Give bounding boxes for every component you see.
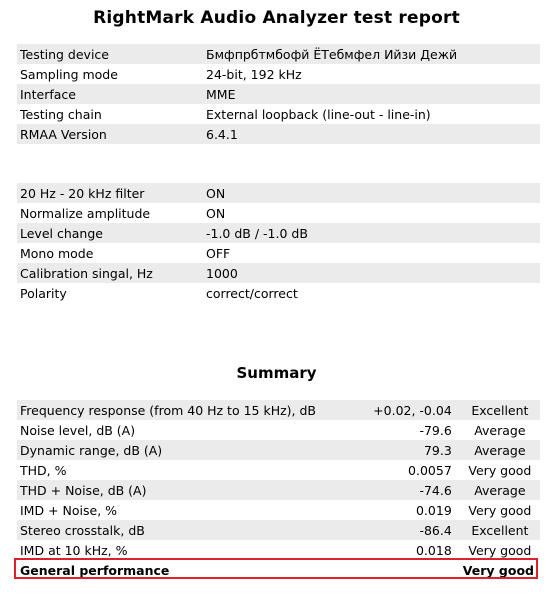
- row-value: OFF: [203, 243, 540, 263]
- row-value: Бмфпрбтмбофй ЁТебмфел Ийзи Дежй: [203, 44, 540, 64]
- summary-table: [17, 400, 540, 580]
- table-row: [17, 540, 540, 560]
- metric-label: THD + Noise, dB (A): [17, 480, 340, 500]
- row-label: 20 Hz - 20 kHz filter: [17, 183, 203, 203]
- table-row: [17, 460, 540, 480]
- table-row: [17, 243, 540, 263]
- metric-label: Dynamic range, dB (A): [17, 440, 340, 460]
- row-label: Testing chain: [17, 104, 203, 124]
- table-row: [17, 420, 540, 440]
- settings-table: [17, 183, 540, 303]
- row-value: 1000: [203, 263, 540, 283]
- row-label: Testing device: [17, 44, 203, 64]
- table-row: [17, 84, 540, 104]
- metric-value: 0.019: [340, 500, 460, 520]
- metric-rating: Excellent: [460, 520, 540, 540]
- row-value: External loopback (line-out - line-in): [203, 104, 540, 124]
- table-row: [17, 400, 540, 420]
- row-label: Interface: [17, 84, 203, 104]
- row-label: RMAA Version: [17, 124, 203, 144]
- table-row: [17, 64, 540, 84]
- metric-rating: Very good: [460, 500, 540, 520]
- metric-label: Frequency response (from 40 Hz to 15 kHz), dB: [17, 400, 340, 420]
- row-value: correct/correct: [203, 283, 540, 303]
- metric-label: IMD at 10 kHz, %: [17, 540, 340, 560]
- metric-value: -86.4: [340, 520, 460, 540]
- table-row: [17, 104, 540, 124]
- general-performance-rating: Very good: [460, 560, 540, 580]
- table-row: [17, 183, 540, 203]
- row-value: 6.4.1: [203, 124, 540, 144]
- row-label: Level change: [17, 223, 203, 243]
- row-label: Calibration singal, Hz: [17, 263, 203, 283]
- row-label: Polarity: [17, 283, 203, 303]
- metric-rating: Average: [460, 420, 540, 440]
- device-info-table: [17, 44, 540, 144]
- table-row: [17, 520, 540, 540]
- table-row: [17, 500, 540, 520]
- table-row: [17, 203, 540, 223]
- metric-rating: Average: [460, 440, 540, 460]
- report-title: RightMark Audio Analyzer test report: [93, 8, 460, 28]
- row-value: MME: [203, 84, 540, 104]
- metric-rating: Very good: [460, 460, 540, 480]
- table-row: [17, 223, 540, 243]
- metric-label: IMD + Noise, %: [17, 500, 340, 520]
- table-row: [17, 124, 540, 144]
- metric-rating: Very good: [460, 540, 540, 560]
- table-row: [17, 480, 540, 500]
- general-performance-row: [17, 560, 540, 580]
- row-label: Mono mode: [17, 243, 203, 263]
- metric-rating: Excellent: [460, 400, 540, 420]
- metric-label: Noise level, dB (A): [17, 420, 340, 440]
- table-row: [17, 263, 540, 283]
- summary-heading: Summary: [236, 364, 317, 382]
- row-value: -1.0 dB / -1.0 dB: [203, 223, 540, 243]
- general-performance-label: General performance: [17, 560, 340, 580]
- metric-value: +0.02, -0.04: [340, 400, 460, 420]
- metric-value: -74.6: [340, 480, 460, 500]
- metric-value: -79.6: [340, 420, 460, 440]
- table-row: [17, 440, 540, 460]
- row-value: 24-bit, 192 kHz: [203, 64, 540, 84]
- table-row: [17, 44, 540, 64]
- metric-value: 0.0057: [340, 460, 460, 480]
- metric-label: THD, %: [17, 460, 340, 480]
- metric-value: 79.3: [340, 440, 460, 460]
- table-row: [17, 283, 540, 303]
- metric-rating: Average: [460, 480, 540, 500]
- row-label: Sampling mode: [17, 64, 203, 84]
- metric-label: Stereo crosstalk, dB: [17, 520, 340, 540]
- metric-value: 0.018: [340, 540, 460, 560]
- row-value: ON: [203, 203, 540, 223]
- row-label: Normalize amplitude: [17, 203, 203, 223]
- general-performance-value: [340, 560, 460, 580]
- row-value: ON: [203, 183, 540, 203]
